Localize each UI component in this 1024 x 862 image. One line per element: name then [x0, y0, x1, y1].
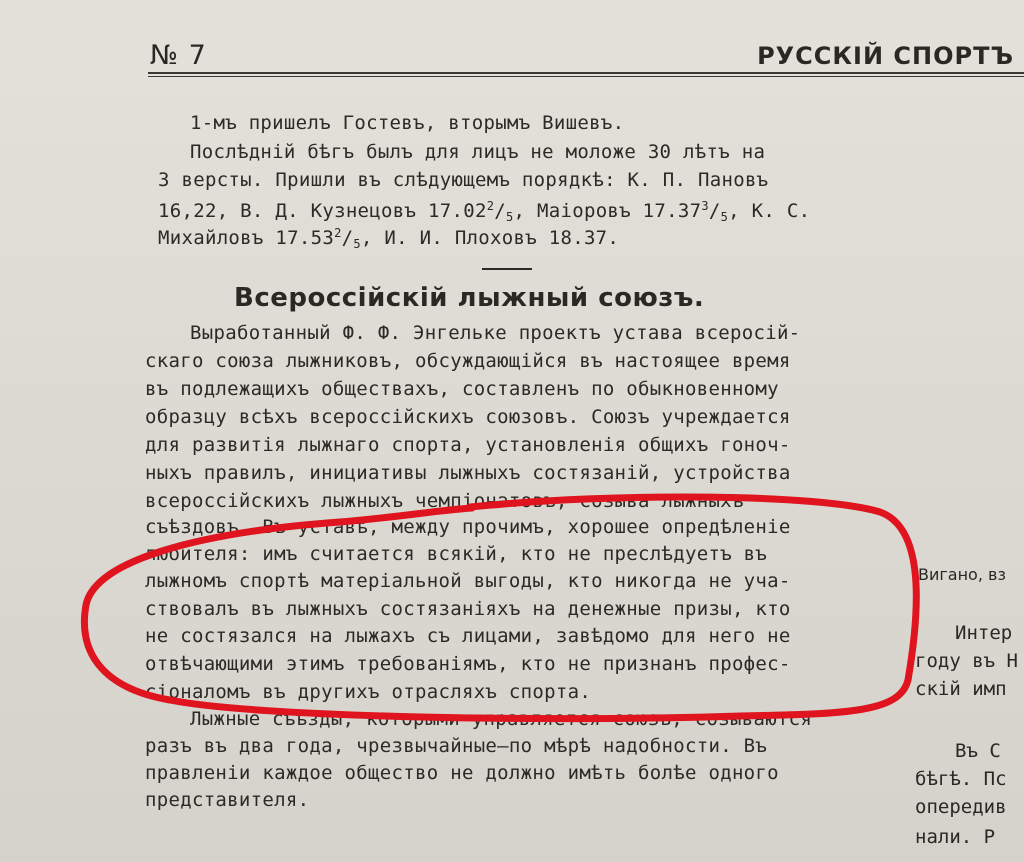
result-text: , Маіоровъ 17.37 — [513, 200, 702, 222]
result-text: , К. С. — [728, 200, 811, 222]
right-column-line: бѣгѣ. Пс — [915, 768, 1007, 790]
article-line: Выработанный Ф. Ф. Энгельке проектъ устава всеросій- — [190, 322, 801, 344]
results-line: Михайловъ $17.53^2/_5$, И. И. Плоховъ 18.37. — [158, 226, 620, 251]
right-column-line: опередив — [915, 796, 1007, 818]
article-line: Лыжные съѣзды, которыми управляется союзъ, созываются — [190, 708, 813, 730]
article-line: любителя: имъ считается всякій, кто не преслѣдуетъ въ — [145, 543, 768, 565]
article-line: разъ въ два года, чрезвычайные—по мѣрѣ надобности. Въ — [145, 735, 768, 757]
article-line: сіоналомъ въ другихъ отрасляхъ спорта. — [145, 681, 592, 703]
article-line: лыжномъ спортѣ матеріальной выгоды, кто никогда не уча- — [145, 570, 791, 592]
intro-line: Послѣдній бѣгъ былъ для лицъ не моложе 30 лѣтъ на — [190, 141, 766, 163]
right-column-line: скій имп — [915, 678, 1007, 700]
result-text: 16,22, В. Д. Кузнецовъ 17.02 — [158, 200, 487, 222]
article-line: скаго союза лыжниковъ, обсуждающійся въ настоящее время — [145, 350, 791, 372]
right-column-line: нали. Р — [915, 826, 996, 848]
article-line: въ подлежащихъ обществахъ, составленъ по обыкновенному — [145, 378, 779, 400]
result-text: Михайловъ 17.53 — [158, 227, 335, 249]
right-column-line: Интер — [955, 622, 1013, 644]
article-line: отвѣчающими этимъ требованіямъ, кто не признанъ профес- — [145, 653, 791, 675]
article-line: для развитія лыжнаго спорта, установленія общихъ гоноч- — [145, 434, 791, 456]
article-line: образцу всѣхъ всероссійскихъ союзовъ. Союзъ учреждается — [145, 406, 791, 428]
fraction-denominator: 5 — [505, 210, 514, 224]
fraction-numerator: 3 — [701, 199, 709, 213]
right-column-line: Въ С — [955, 740, 1001, 762]
article-line: ныхъ правилъ, инициативы лыжныхъ состязаній, устройства — [145, 462, 791, 484]
article-line: правленіи каждое общество не должно имѣть болѣе одного — [145, 762, 779, 784]
fraction-numerator: 2 — [486, 199, 495, 213]
article-line: всероссійскихъ лыжныхъ чемпіонатовъ, созыва лыжныхъ — [145, 490, 744, 512]
intro-line: 3 версты. Пришли въ слѣдующемъ порядкѣ: К. П. Пановъ — [158, 169, 769, 191]
results-line: 16,22, В. Д. Кузнецовъ $17.02^2/_5$, Маіоровъ $17.37^3/_5$, К. С. — [158, 199, 811, 224]
fraction-denominator: 5 — [720, 210, 729, 224]
result-text: , И. И. Плоховъ 18.37. — [360, 227, 620, 249]
right-column-line: году въ Н — [915, 650, 1018, 672]
article-line: представителя. — [145, 789, 310, 811]
article-heading: Всероссійскій лыжный союзъ. — [234, 283, 705, 313]
article-line: ствовалъ въ лыжныхъ состязаніяхъ на денежные призы, кто — [145, 598, 791, 620]
fraction-numerator: 2 — [334, 226, 342, 240]
right-column-line: Вигано, вз — [918, 565, 1006, 584]
article-line: не состязался на лыжахъ съ лицами, завѣдомо для него не — [145, 625, 791, 647]
intro-line: 1-мъ пришелъ Гостевъ, вторымъ Вишевъ. — [190, 112, 625, 134]
article-line: съѣздовъ. Въ уставѣ, между прочимъ, хорошее опредѣленіе — [145, 516, 791, 538]
fraction-denominator: 5 — [353, 237, 361, 251]
newspaper-title: РУССКІЙ СПОРТЪ — [757, 42, 1014, 70]
issue-number: № 7 — [150, 40, 207, 71]
